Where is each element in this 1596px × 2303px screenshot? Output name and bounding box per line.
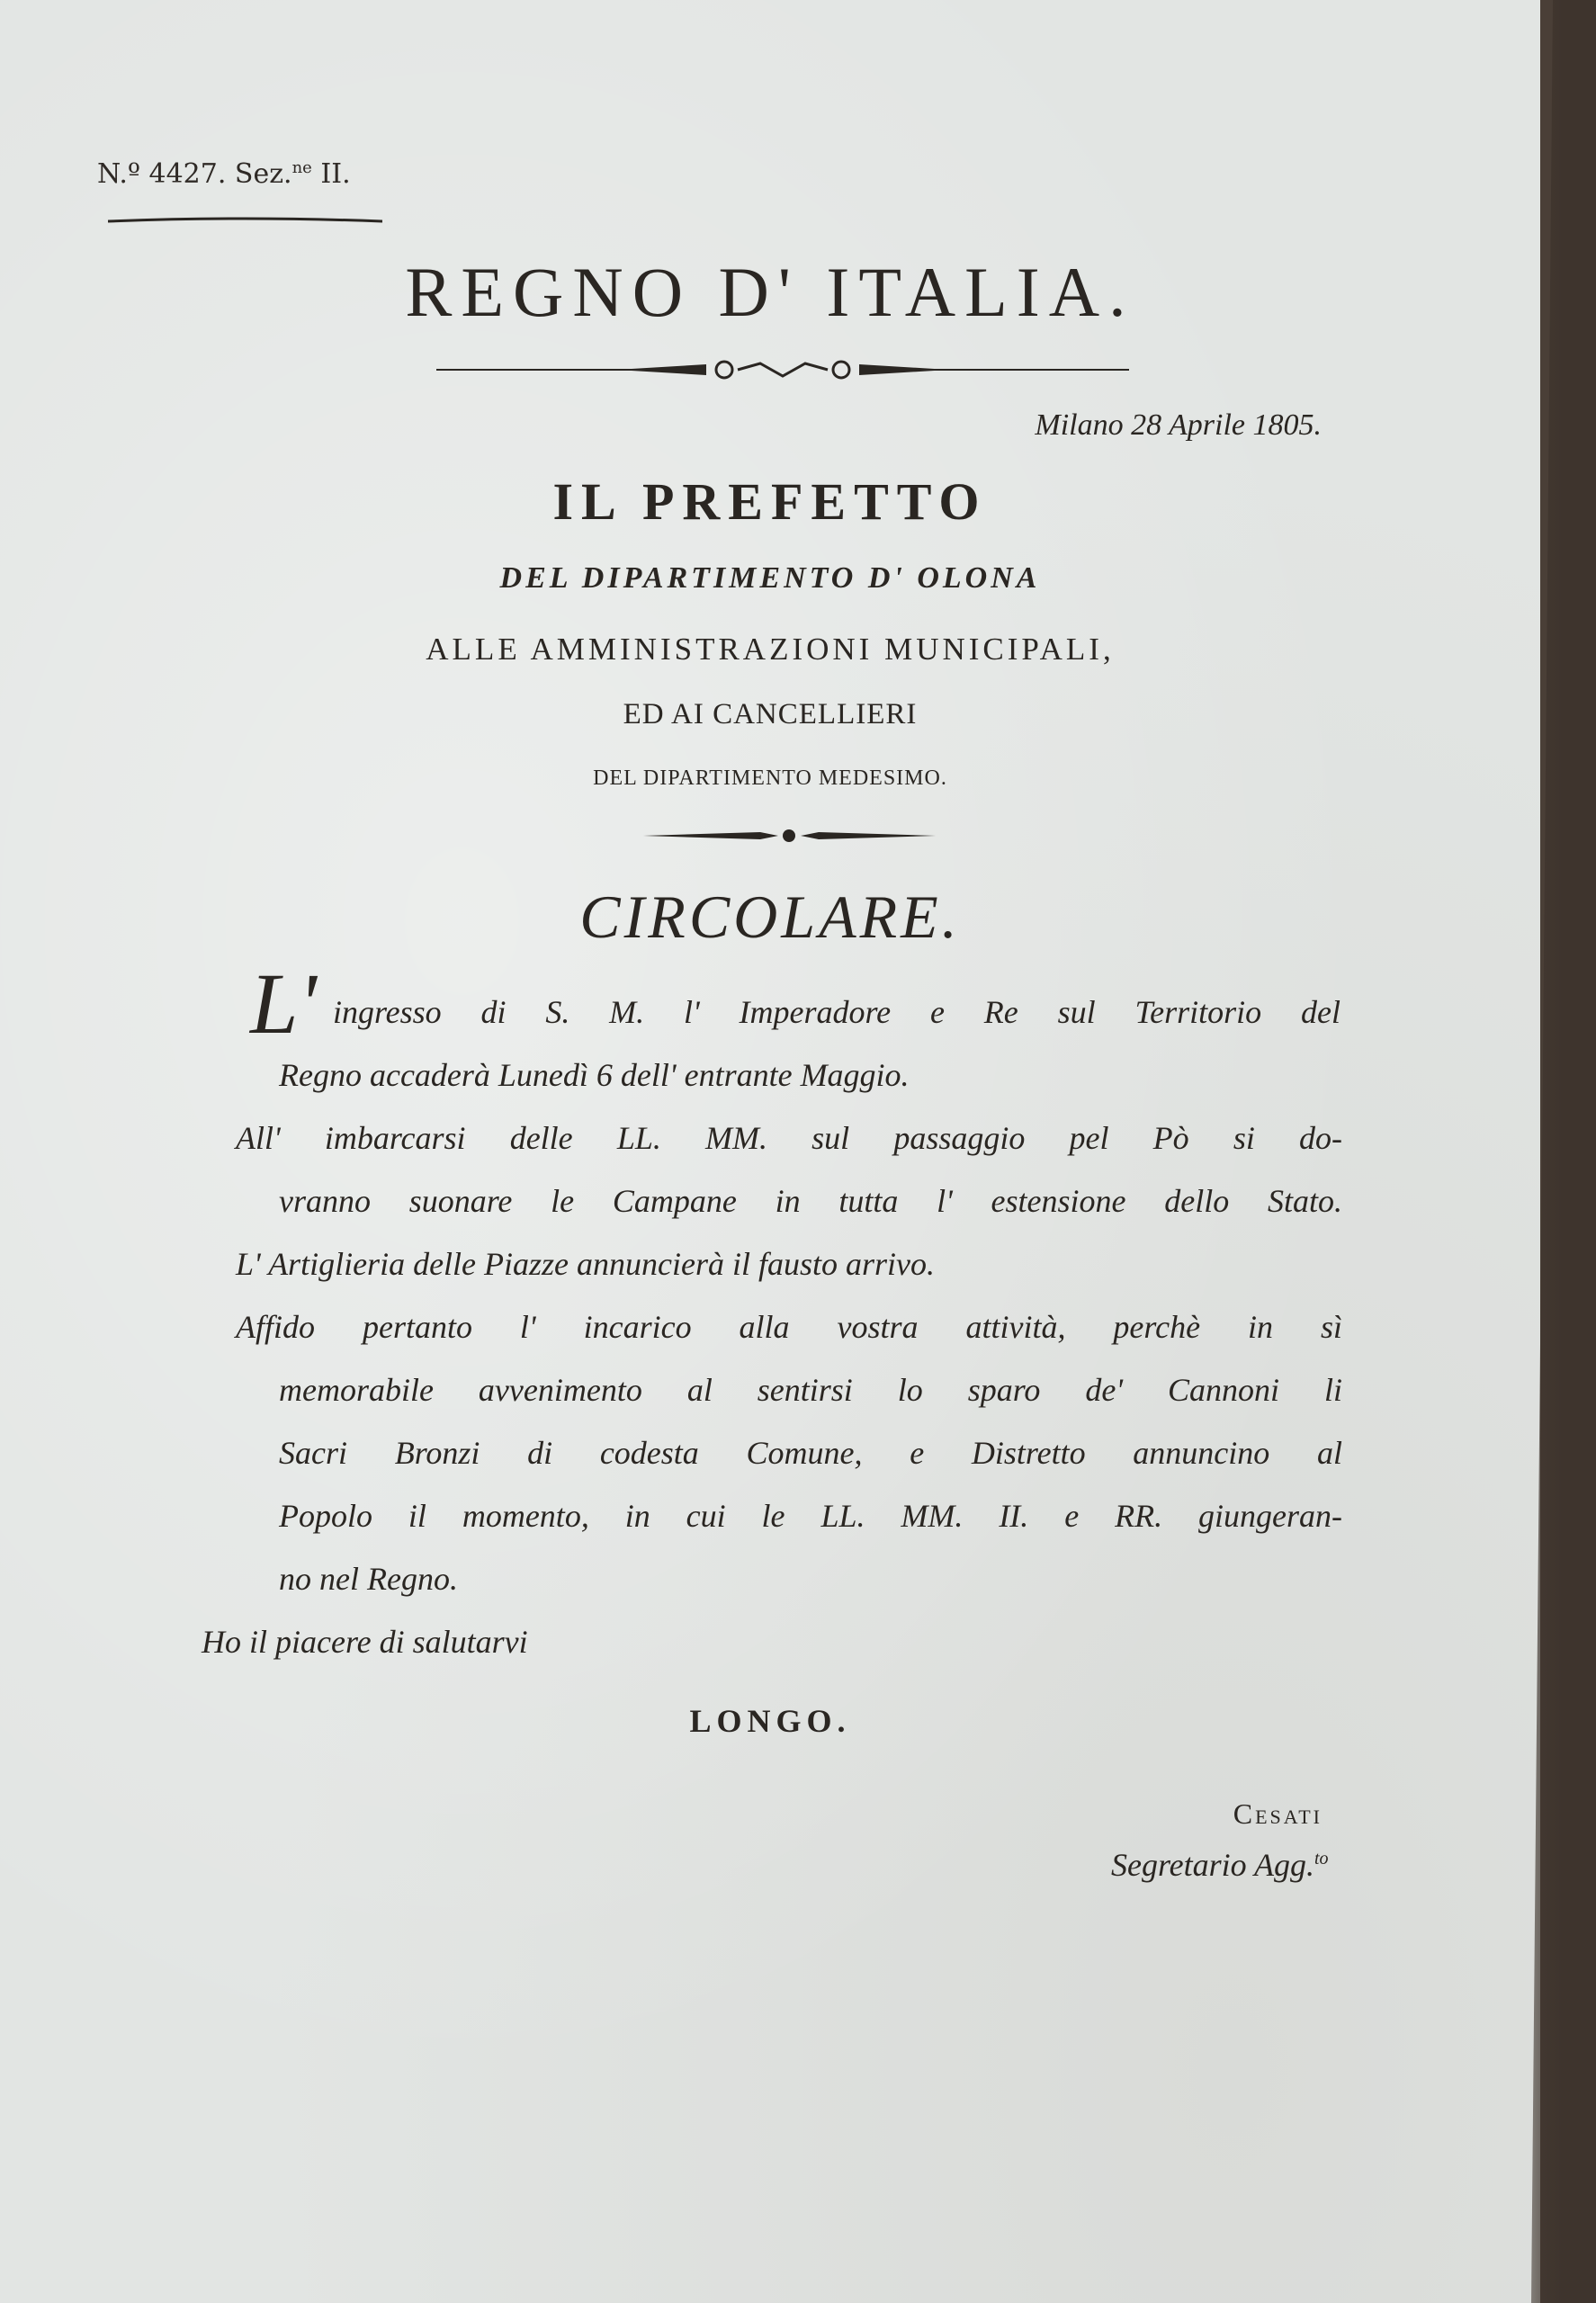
closing-line: Ho il piacere di salutarvi <box>202 1624 528 1660</box>
kingdom-heading: REGNO D' ITALIA. <box>405 253 1135 331</box>
addressee-line-1: ALLE AMMINISTRAZIONI MUNICIPALI, <box>426 632 1115 667</box>
body-line: L' Artiglieria delle Piazze annuncierà il fausto arrivo. <box>236 1246 936 1282</box>
secretary-title <box>1111 1846 1329 1884</box>
body-line: memorabile avvenimento al sentirsi lo sparo de' Cannoni li <box>279 1372 1342 1408</box>
reference-underline-ornament <box>108 216 382 223</box>
date-line: Milano 28 Aprile 1805. <box>1035 408 1322 442</box>
drop-cap: L' <box>250 955 317 1052</box>
prefect-signature: LONGO. <box>689 1703 851 1739</box>
protocol-number-text: N.º 4427. Sez. <box>97 158 292 190</box>
heading-ornament-rule <box>436 354 1129 385</box>
section-ornament-rule <box>643 824 936 847</box>
body-line: Regno accaderà Lunedì 6 dell' entrante Maggio. <box>279 1057 910 1093</box>
body-line: All' imbarcarsi delle LL. MM. sul passaggio pel Pò si do- <box>236 1120 1342 1156</box>
secretary-title-text: Segretario Agg. <box>1111 1847 1314 1883</box>
department-line: DEL DIPARTIMENTO D' OLONA <box>499 561 1041 595</box>
body-line: Popolo il momento, in cui le LL. MM. II. e RR. giungeran- <box>279 1498 1342 1534</box>
body-line: ingresso di S. M. l' Imperadore e Re sul Territorio del <box>333 994 1340 1030</box>
document-title: IL PREFETTO <box>552 472 988 531</box>
body-line: Sacri Bronzi di codesta Comune, e Distretto annuncino al <box>279 1435 1342 1471</box>
protocol-number-sup: ne <box>291 158 312 177</box>
body-line: vranno suonare le Campane in tutta l' estensione dello Stato. <box>279 1183 1342 1219</box>
secretary-title-sup: to <box>1314 1849 1329 1868</box>
body-line: no nel Regno. <box>279 1561 458 1597</box>
protocol-section: II. <box>311 158 351 190</box>
addressee-line-3: DEL DIPARTIMENTO MEDESIMO. <box>593 766 947 790</box>
secretary-name: Cesati <box>1233 1797 1323 1830</box>
protocol-number <box>97 158 351 190</box>
body-line: Affido pertanto l' incarico alla vostra attività, perchè in sì <box>236 1309 1342 1345</box>
circular-heading: CIRCOLARE. <box>579 883 961 951</box>
addressee-line-2: ED AI CANCELLIERI <box>623 698 918 730</box>
